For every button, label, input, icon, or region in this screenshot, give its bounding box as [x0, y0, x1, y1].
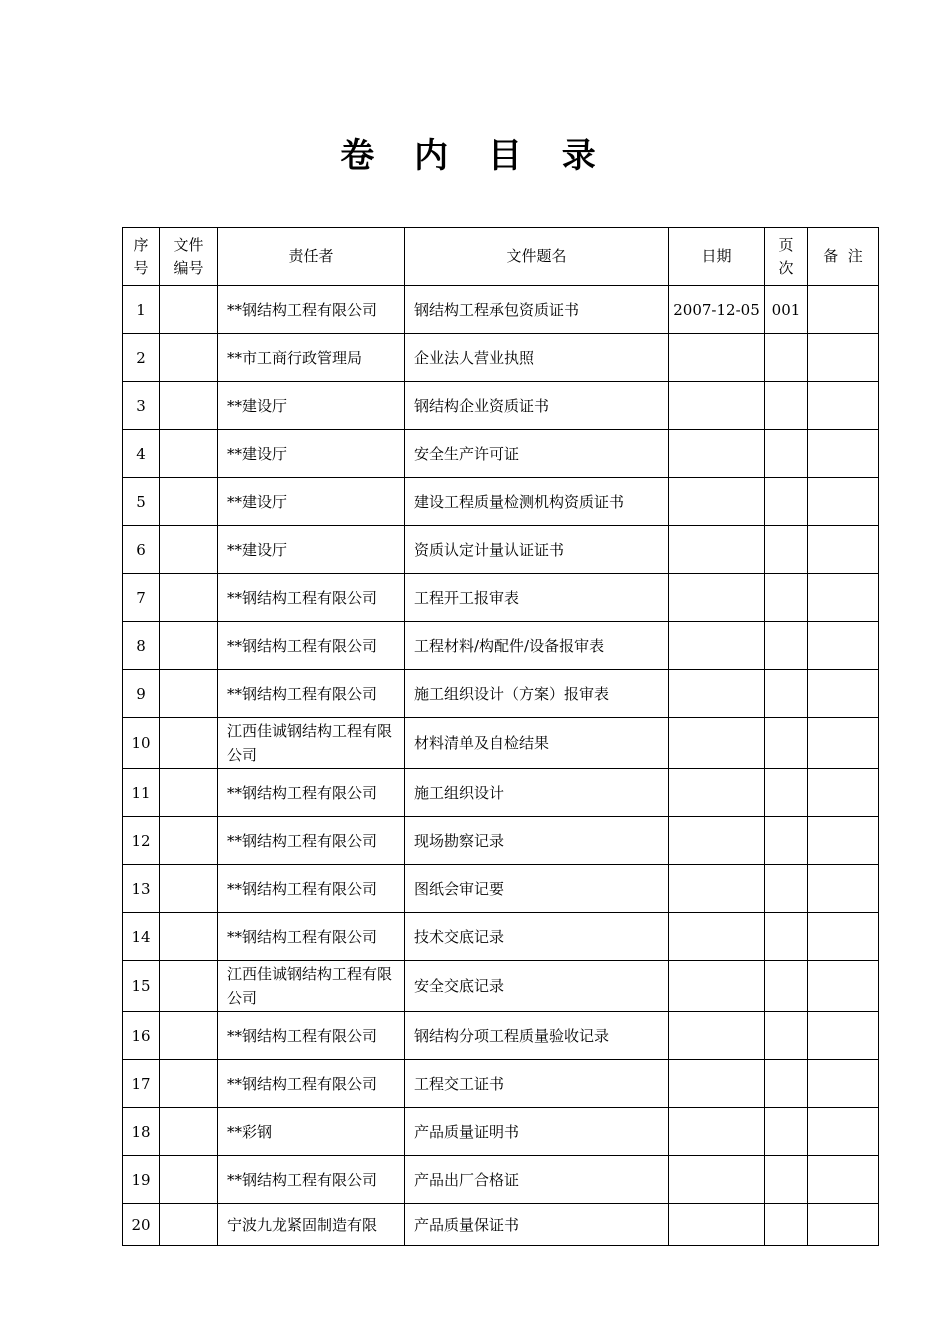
row-doc-number — [160, 526, 218, 574]
row-index: 12 — [123, 817, 160, 865]
row-remarks — [808, 478, 879, 526]
row-page — [765, 334, 808, 382]
row-index: 20 — [123, 1204, 160, 1246]
row-doc-number — [160, 670, 218, 718]
row-remarks — [808, 718, 879, 769]
row-doc-title: 技术交底记录 — [405, 913, 669, 961]
row-remarks — [808, 1204, 879, 1246]
row-index: 10 — [123, 718, 160, 769]
row-page — [765, 1156, 808, 1204]
row-page — [765, 478, 808, 526]
row-doc-title: 建设工程质量检测机构资质证书 — [405, 478, 669, 526]
header-doc-number: 文件 编号 — [160, 228, 218, 286]
row-page: 001 — [765, 286, 808, 334]
row-remarks — [808, 526, 879, 574]
row-doc-number — [160, 913, 218, 961]
row-page — [765, 574, 808, 622]
header-page: 页 次 — [765, 228, 808, 286]
row-responsible: **建设厅 — [218, 382, 405, 430]
table-row — [123, 769, 879, 817]
row-date — [669, 478, 765, 526]
row-date: 2007-12-05 — [669, 286, 765, 334]
row-date — [669, 334, 765, 382]
row-doc-number — [160, 718, 218, 769]
row-page — [765, 769, 808, 817]
row-doc-title: 工程材料/构配件/设备报审表 — [405, 622, 669, 670]
row-doc-title: 材料清单及自检结果 — [405, 718, 669, 769]
row-date — [669, 1060, 765, 1108]
table-row — [123, 382, 879, 430]
row-index: 9 — [123, 670, 160, 718]
table-row — [123, 478, 879, 526]
table-row — [123, 913, 879, 961]
table-row — [123, 961, 879, 1012]
row-doc-title: 施工组织设计（方案）报审表 — [405, 670, 669, 718]
row-doc-title: 资质认定计量认证证书 — [405, 526, 669, 574]
row-doc-title: 工程交工证书 — [405, 1060, 669, 1108]
row-index: 1 — [123, 286, 160, 334]
row-page — [765, 1204, 808, 1246]
row-index: 3 — [123, 382, 160, 430]
row-doc-title: 工程开工报审表 — [405, 574, 669, 622]
row-page — [765, 1108, 808, 1156]
row-doc-title: 钢结构工程承包资质证书 — [405, 286, 669, 334]
table-row — [123, 1108, 879, 1156]
row-index: 13 — [123, 865, 160, 913]
row-date — [669, 1204, 765, 1246]
table-row — [123, 286, 879, 334]
row-remarks — [808, 961, 879, 1012]
row-doc-number — [160, 1060, 218, 1108]
row-responsible: 宁波九龙紧固制造有限 — [218, 1204, 405, 1246]
row-index: 15 — [123, 961, 160, 1012]
header-date: 日期 — [669, 228, 765, 286]
table-row — [123, 1156, 879, 1204]
row-index: 2 — [123, 334, 160, 382]
row-responsible: 江西佳诚钢结构工程有限公司 — [218, 718, 405, 769]
row-date — [669, 1012, 765, 1060]
row-index: 16 — [123, 1012, 160, 1060]
row-responsible: 江西佳诚钢结构工程有限公司 — [218, 961, 405, 1012]
row-page — [765, 382, 808, 430]
row-responsible: **钢结构工程有限公司 — [218, 1012, 405, 1060]
catalog-table — [122, 227, 879, 1246]
header-row — [123, 228, 879, 286]
row-page — [765, 670, 808, 718]
row-remarks — [808, 286, 879, 334]
table-row — [123, 865, 879, 913]
row-remarks — [808, 1012, 879, 1060]
row-remarks — [808, 430, 879, 478]
row-doc-title: 钢结构分项工程质量验收记录 — [405, 1012, 669, 1060]
row-date — [669, 1156, 765, 1204]
row-page — [765, 1060, 808, 1108]
row-remarks — [808, 769, 879, 817]
row-date — [669, 817, 765, 865]
table-row — [123, 718, 879, 769]
row-index: 17 — [123, 1060, 160, 1108]
row-index: 5 — [123, 478, 160, 526]
row-index: 4 — [123, 430, 160, 478]
row-page — [765, 913, 808, 961]
row-date — [669, 718, 765, 769]
row-doc-number — [160, 1204, 218, 1246]
row-doc-number — [160, 430, 218, 478]
header-index: 序 号 — [123, 228, 160, 286]
row-doc-number — [160, 769, 218, 817]
row-doc-number — [160, 1012, 218, 1060]
row-doc-title: 安全交底记录 — [405, 961, 669, 1012]
row-remarks — [808, 622, 879, 670]
table-row — [123, 1012, 879, 1060]
row-remarks — [808, 670, 879, 718]
row-date — [669, 961, 765, 1012]
table-row — [123, 574, 879, 622]
row-doc-number — [160, 1156, 218, 1204]
row-index: 8 — [123, 622, 160, 670]
row-doc-number — [160, 865, 218, 913]
row-doc-title: 图纸会审记要 — [405, 865, 669, 913]
row-responsible: **钢结构工程有限公司 — [218, 622, 405, 670]
row-responsible: **钢结构工程有限公司 — [218, 865, 405, 913]
header-remarks: 备 注 — [808, 228, 879, 286]
row-responsible: **钢结构工程有限公司 — [218, 1060, 405, 1108]
row-responsible: **建设厅 — [218, 478, 405, 526]
header-responsible: 责任者 — [218, 228, 405, 286]
row-page — [765, 865, 808, 913]
row-remarks — [808, 334, 879, 382]
row-remarks — [808, 1156, 879, 1204]
row-remarks — [808, 574, 879, 622]
row-doc-number — [160, 961, 218, 1012]
table-row — [123, 817, 879, 865]
row-date — [669, 526, 765, 574]
row-index: 18 — [123, 1108, 160, 1156]
row-remarks — [808, 1108, 879, 1156]
page-title: 卷 内 目 录 — [340, 136, 610, 176]
row-doc-title: 施工组织设计 — [405, 769, 669, 817]
row-doc-title: 产品质量保证书 — [405, 1204, 669, 1246]
row-doc-number — [160, 286, 218, 334]
row-page — [765, 526, 808, 574]
row-responsible: **钢结构工程有限公司 — [218, 286, 405, 334]
row-doc-title: 现场勘察记录 — [405, 817, 669, 865]
row-responsible: **钢结构工程有限公司 — [218, 574, 405, 622]
row-responsible: **钢结构工程有限公司 — [218, 769, 405, 817]
row-responsible: **彩钢 — [218, 1108, 405, 1156]
row-date — [669, 1108, 765, 1156]
row-doc-title: 产品质量证明书 — [405, 1108, 669, 1156]
table-row — [123, 334, 879, 382]
row-responsible: **钢结构工程有限公司 — [218, 817, 405, 865]
row-remarks — [808, 817, 879, 865]
row-responsible: **建设厅 — [218, 430, 405, 478]
row-page — [765, 430, 808, 478]
row-page — [765, 622, 808, 670]
row-date — [669, 622, 765, 670]
row-index: 6 — [123, 526, 160, 574]
row-responsible: **市工商行政管理局 — [218, 334, 405, 382]
row-responsible: **钢结构工程有限公司 — [218, 670, 405, 718]
header-doc-title: 文件题名 — [405, 228, 669, 286]
row-doc-number — [160, 478, 218, 526]
table-row — [123, 670, 879, 718]
row-remarks — [808, 865, 879, 913]
row-remarks — [808, 382, 879, 430]
row-doc-title: 钢结构企业资质证书 — [405, 382, 669, 430]
table-row — [123, 526, 879, 574]
row-index: 14 — [123, 913, 160, 961]
row-index: 19 — [123, 1156, 160, 1204]
row-date — [669, 865, 765, 913]
table-row — [123, 622, 879, 670]
row-responsible: **钢结构工程有限公司 — [218, 913, 405, 961]
row-doc-title: 产品出厂合格证 — [405, 1156, 669, 1204]
row-page — [765, 817, 808, 865]
row-date — [669, 574, 765, 622]
row-page — [765, 718, 808, 769]
row-page — [765, 961, 808, 1012]
row-doc-number — [160, 1108, 218, 1156]
row-doc-title: 企业法人营业执照 — [405, 334, 669, 382]
row-doc-title: 安全生产许可证 — [405, 430, 669, 478]
row-remarks — [808, 1060, 879, 1108]
row-index: 7 — [123, 574, 160, 622]
row-date — [669, 913, 765, 961]
row-page — [765, 1012, 808, 1060]
row-doc-number — [160, 334, 218, 382]
row-remarks — [808, 913, 879, 961]
row-responsible: **钢结构工程有限公司 — [218, 1156, 405, 1204]
row-doc-number — [160, 622, 218, 670]
row-date — [669, 382, 765, 430]
row-doc-number — [160, 817, 218, 865]
row-date — [669, 670, 765, 718]
row-date — [669, 430, 765, 478]
row-index: 11 — [123, 769, 160, 817]
row-doc-number — [160, 382, 218, 430]
row-doc-number — [160, 574, 218, 622]
row-date — [669, 769, 765, 817]
table-row — [123, 1060, 879, 1108]
row-responsible: **建设厅 — [218, 526, 405, 574]
table-row — [123, 430, 879, 478]
table-row — [123, 1204, 879, 1246]
